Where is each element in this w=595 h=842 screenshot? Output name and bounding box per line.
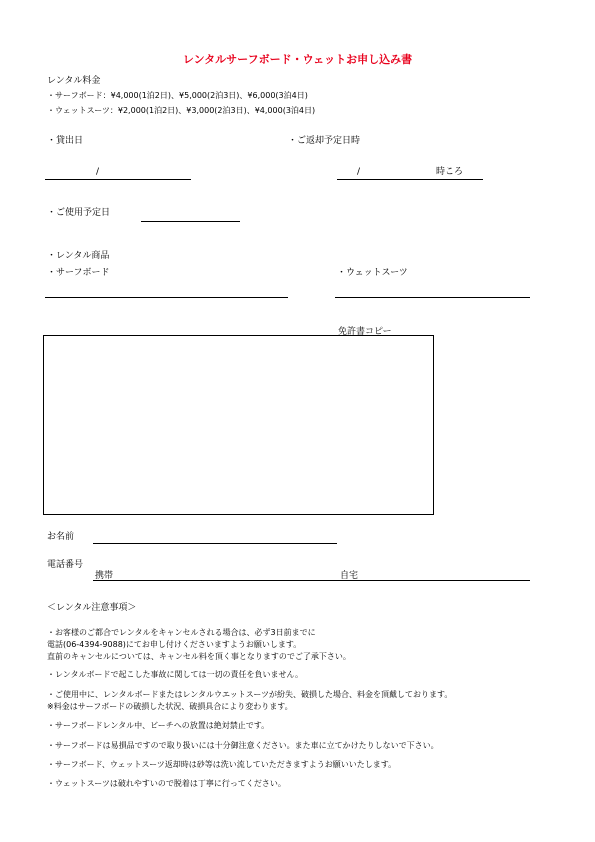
note-sand: ・サーフボード、ウェットスーツ返却時は砂等は洗い流していただきますようお願いいたします。 bbox=[47, 760, 397, 769]
surfboard-label: ・サーフボード bbox=[47, 268, 110, 278]
note-damage-line1: ・ご使用中に、レンタルボードまたはレンタルウエットスーツが紛失、破損した場合、料金を頂戴しております。 bbox=[47, 690, 453, 699]
return-datetime-label: ・ご返却予定日時 bbox=[288, 136, 361, 146]
form-title: レンタルサーフボード・ウェットお申し込み書 bbox=[182, 53, 413, 66]
note-cancellation-line2: 電話(06-4394-9088)にてお申し付けくださいますようお願いします。 bbox=[47, 640, 302, 649]
license-copy-label: 免許書コピー bbox=[338, 327, 392, 337]
wetsuit-field[interactable] bbox=[335, 297, 530, 298]
surfboard-field[interactable] bbox=[45, 297, 288, 298]
note-damage-line2: ※料金はサーフボードの破損した状況、破損具合により変わります。 bbox=[47, 702, 293, 711]
home-label: 自宅 bbox=[340, 571, 359, 581]
rental-date-label: ・貸出日 bbox=[47, 136, 84, 146]
name-field[interactable] bbox=[93, 543, 337, 544]
products-heading: ・レンタル商品 bbox=[47, 251, 110, 261]
note-accident: ・レンタルボードで起こした事故に関しては一切の責任を負いません。 bbox=[47, 670, 303, 679]
phone-label: 電話番号 bbox=[47, 560, 84, 570]
license-copy-box[interactable] bbox=[43, 335, 434, 515]
return-time-suffix: 時ころ bbox=[436, 167, 464, 177]
fees-surfboard: ・サーフボード：¥4,000(1泊2日)、¥5,000(2泊3日)、¥6,000(3泊4日) bbox=[47, 91, 308, 100]
notes-heading: ＜レンタル注意事項＞ bbox=[47, 603, 137, 613]
fees-wetsuit: ・ウェットスーツ：¥2,000(1泊2日)、¥3,000(2泊3日)、¥4,000(3泊4日) bbox=[47, 106, 316, 115]
wetsuit-label: ・ウェットスーツ bbox=[337, 268, 408, 278]
name-label: お名前 bbox=[47, 532, 75, 542]
mobile-label: 携帯 bbox=[95, 571, 114, 581]
return-datetime-field[interactable] bbox=[337, 179, 483, 180]
note-beach: ・サーフボードレンタル中、ビーチへの放置は絶対禁止です。 bbox=[47, 721, 270, 730]
note-wetsuit: ・ウェットスーツは破れやすいので脱着は丁寧に行ってください。 bbox=[47, 779, 286, 788]
rental-date-slash: / bbox=[96, 167, 100, 177]
note-fragile: ・サーフボードは易損品ですので取り扱いには十分御注意ください。また車に立てかけたりしないで下さい。 bbox=[47, 741, 439, 750]
note-cancellation-line1: ・お客様のご都合でレンタルをキャンセルされる場合は、必ず3日前までに bbox=[47, 628, 316, 637]
usage-date-field[interactable] bbox=[141, 221, 240, 222]
rental-date-field[interactable] bbox=[45, 179, 191, 180]
note-cancellation-line3: 直前のキャンセルについては、キャンセル料を頂く事となりますのでご了承下さい。 bbox=[47, 652, 351, 661]
return-date-slash: / bbox=[357, 167, 361, 177]
phone-field[interactable] bbox=[93, 580, 530, 581]
usage-date-label: ・ご使用予定日 bbox=[47, 208, 111, 218]
fees-heading: レンタル料金 bbox=[47, 76, 101, 86]
